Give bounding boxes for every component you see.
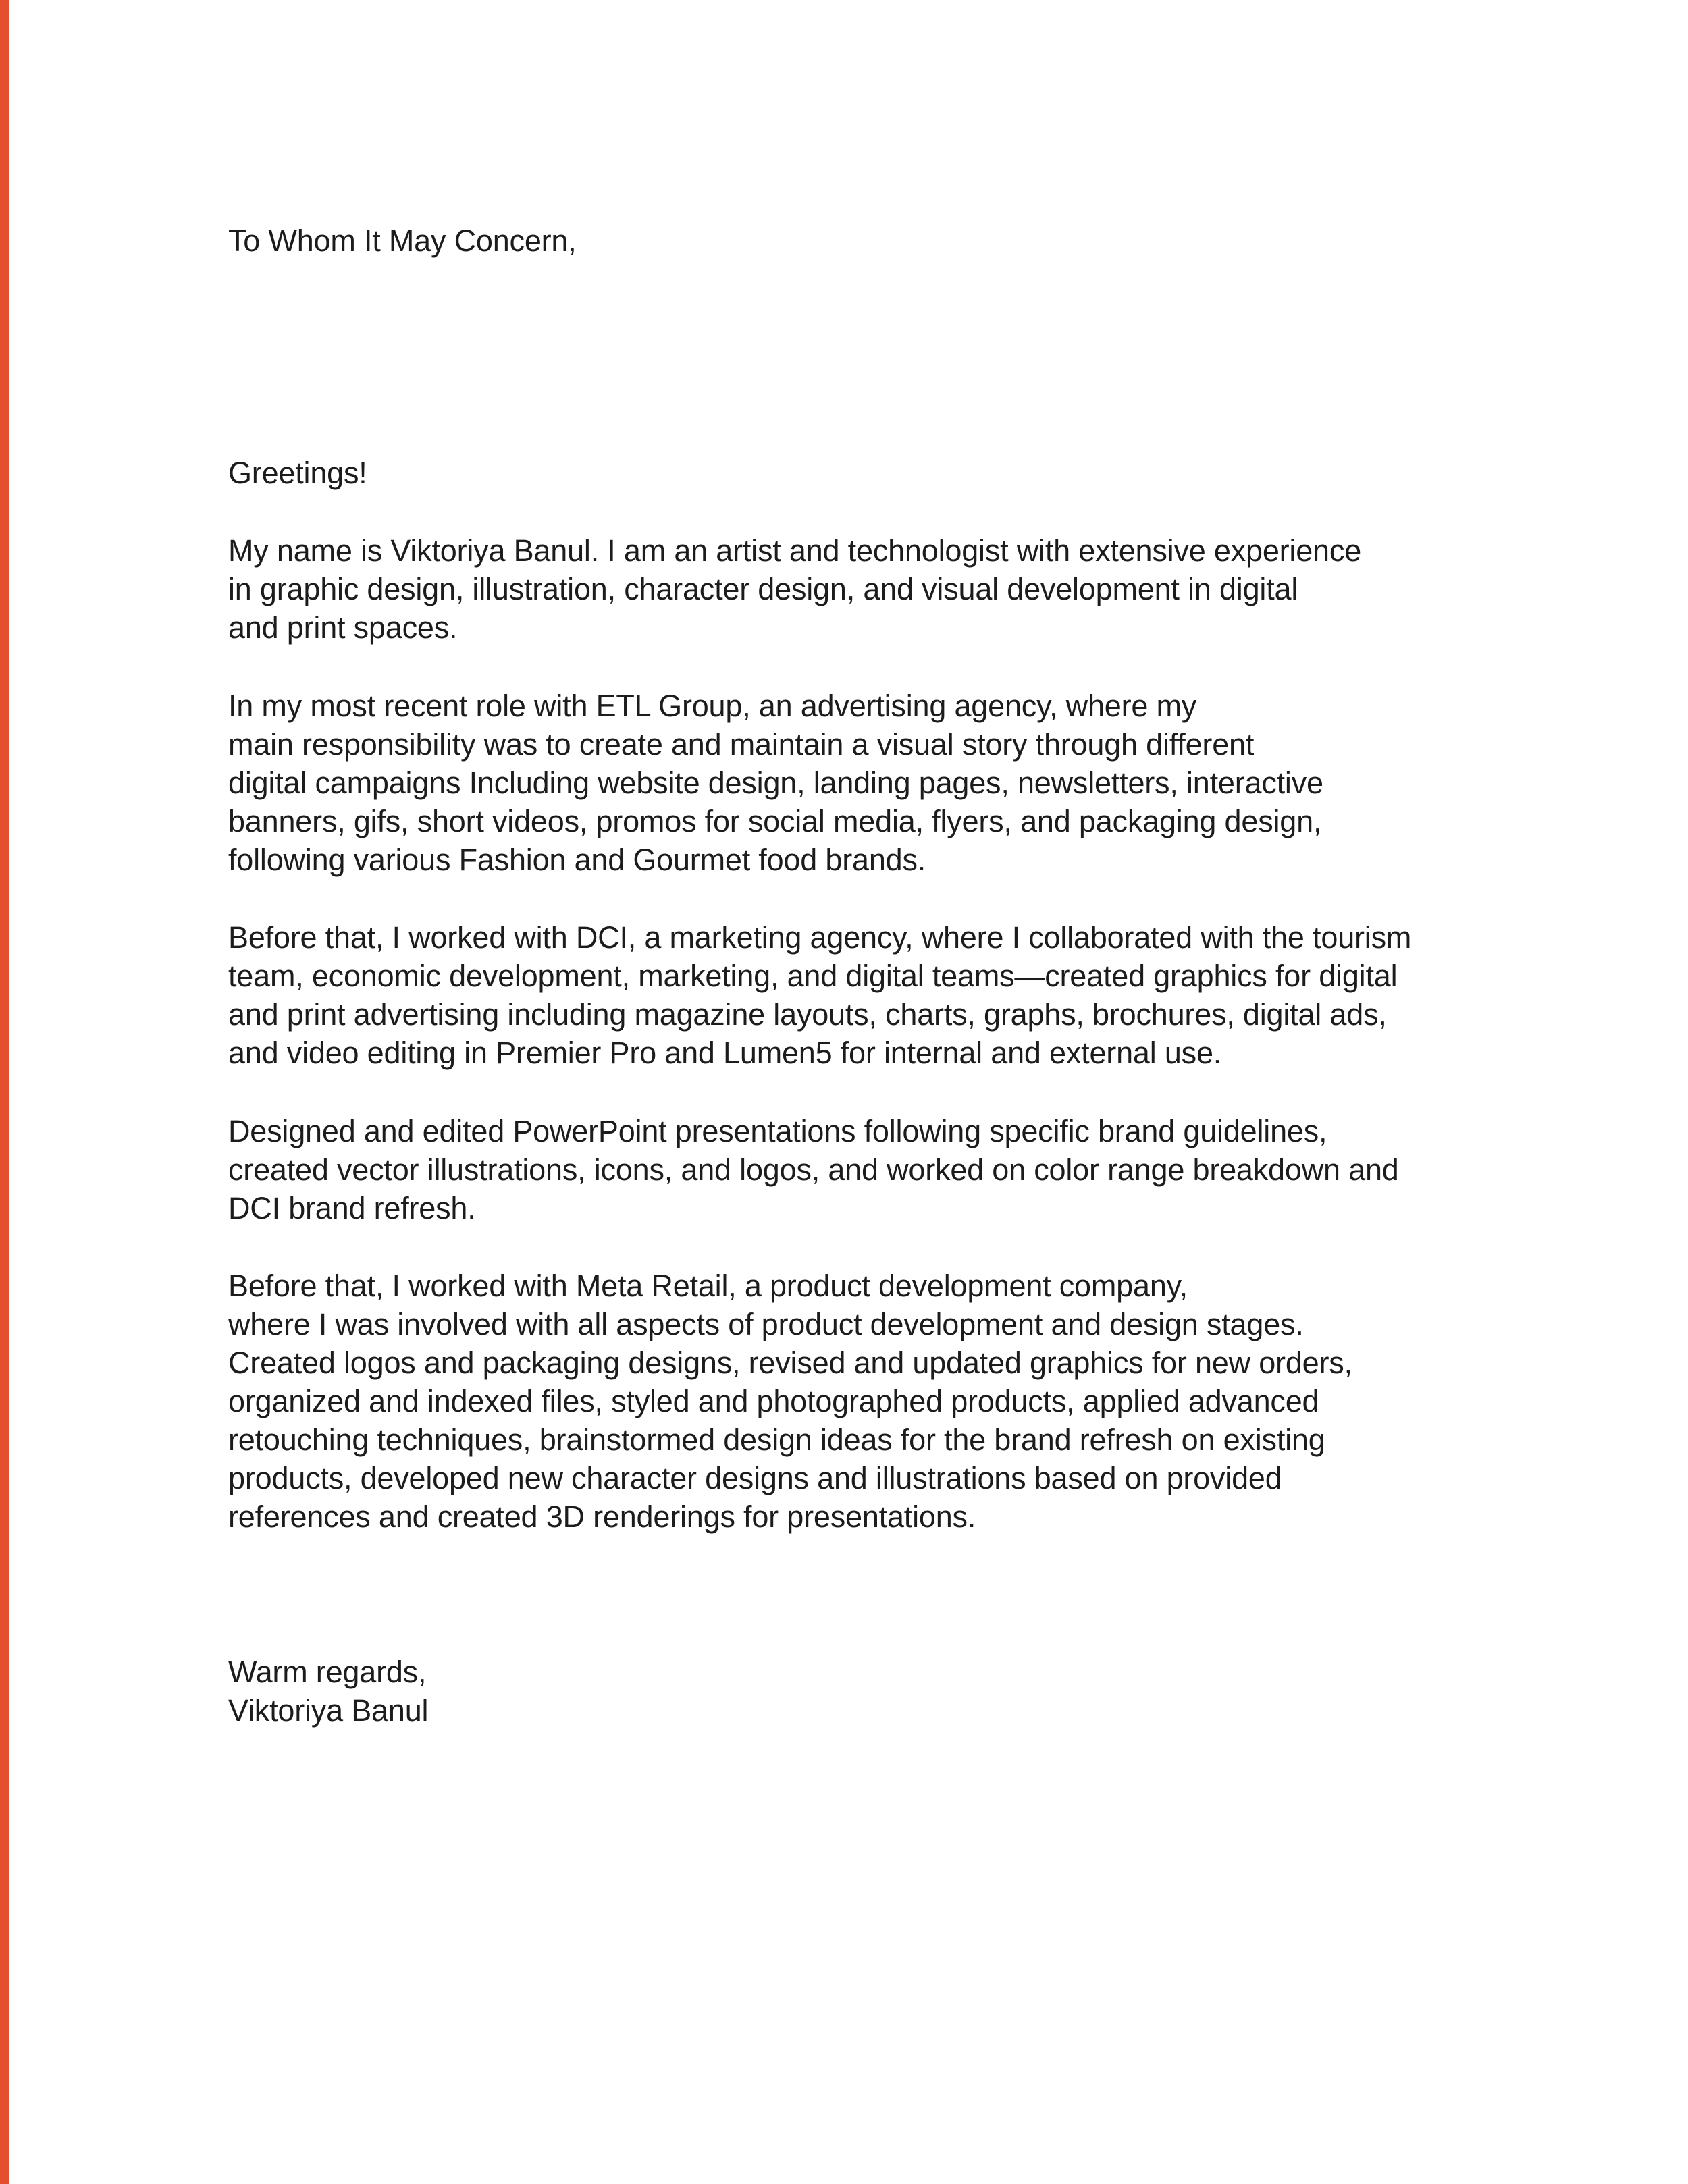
paragraph-line: Designed and edited PowerPoint presentations following specific brand guidelines, xyxy=(228,1114,1327,1148)
paragraph-line: My name is Viktoriya Banul. I am an artist and technologist with extensive experience xyxy=(228,533,1362,568)
paragraph-line: DCI brand refresh. xyxy=(228,1191,476,1225)
paragraph-line: created vector illustrations, icons, and logos, and worked on color range breakdown and xyxy=(228,1152,1399,1187)
paragraph-dci xyxy=(228,918,1411,1072)
paragraph-etl-group xyxy=(228,687,1323,879)
accent-bar xyxy=(0,0,9,2184)
paragraph-line: Before that, I worked with DCI, a marketing agency, where I collaborated with the tourism xyxy=(228,920,1412,955)
paragraph-line: Before that, I worked with Meta Retail, a product development company, xyxy=(228,1269,1188,1303)
paragraph-line: organized and indexed files, styled and photographed products, applied advanced xyxy=(228,1384,1319,1418)
paragraph-line: retouching techniques, brainstormed design ideas for the brand refresh on existing xyxy=(228,1422,1325,1457)
paragraph-dci-presentations xyxy=(228,1112,1399,1227)
paragraph-line: Created logos and packaging designs, revised and updated graphics for new orders, xyxy=(228,1346,1352,1380)
paragraph-line: digital campaigns Including website design, landing pages, newsletters, interactive xyxy=(228,766,1323,800)
signature-name: Viktoriya Banul xyxy=(228,1693,429,1728)
paragraph-line: products, developed new character designs and illustrations based on provided xyxy=(228,1461,1282,1495)
closing-block xyxy=(228,1653,428,1730)
paragraph-line: in graphic design, illustration, character design, and visual development in digital xyxy=(228,572,1298,606)
paragraph-line: where I was involved with all aspects of product development and design stages. xyxy=(228,1307,1304,1341)
paragraph-line: main responsibility was to create and maintain a visual story through different xyxy=(228,727,1255,762)
paragraph-meta-retail xyxy=(228,1267,1352,1536)
paragraph-line: and print advertising including magazine layouts, charts, graphs, brochures, digital ads, xyxy=(228,997,1387,1032)
salutation: To Whom It May Concern, xyxy=(228,223,577,258)
paragraph-introduction xyxy=(228,531,1361,647)
greeting: Greetings! xyxy=(228,456,367,490)
paragraph-line: following various Fashion and Gourmet food brands. xyxy=(228,843,926,877)
paragraph-line: references and created 3D renderings for presentations. xyxy=(228,1499,976,1534)
paragraph-line: and video editing in Premier Pro and Lumen5 for internal and external use. xyxy=(228,1036,1222,1070)
paragraph-line: and print spaces. xyxy=(228,610,458,645)
closing: Warm regards, xyxy=(228,1655,427,1689)
paragraph-line: In my most recent role with ETL Group, an advertising agency, where my xyxy=(228,689,1197,723)
paragraph-line: banners, gifs, short videos, promos for social media, flyers, and packaging design, xyxy=(228,804,1322,838)
paragraph-line: team, economic development, marketing, and digital teams—created graphics for digital xyxy=(228,959,1398,993)
